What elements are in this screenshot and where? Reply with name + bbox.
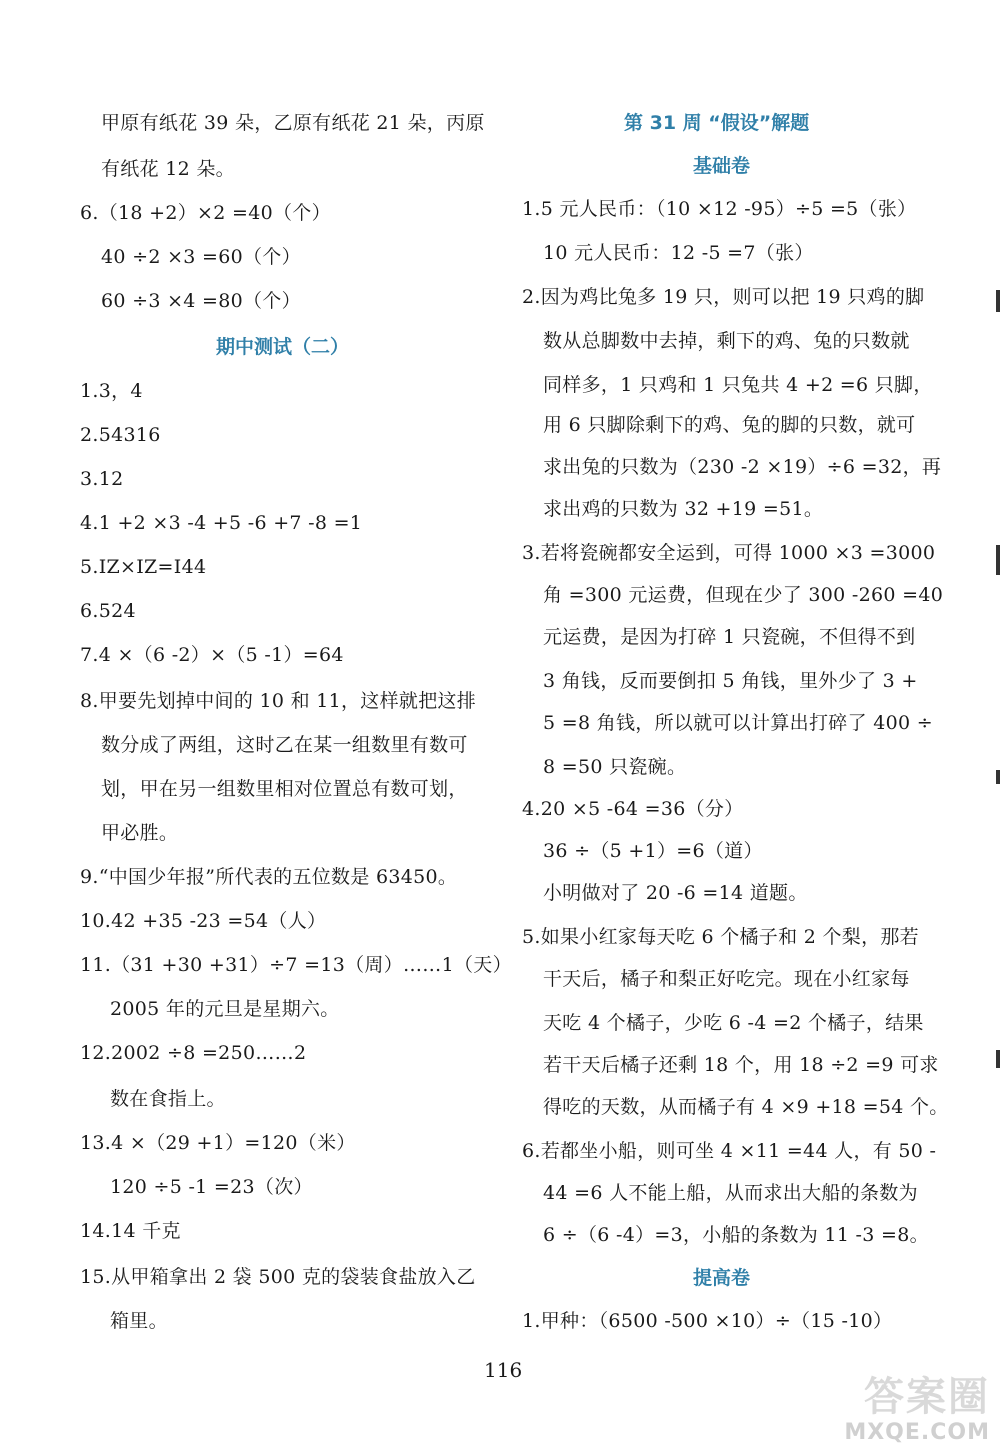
text-line: 用 6 只脚除剩下的鸡、兔的脚的只数，就可 [543,414,916,436]
advanced-section-title: 提高卷 [693,1267,751,1289]
text-line: 求出兔的只数为（230 -2 ×19）÷6 =32，再 [543,456,942,478]
answer-15: 15.从甲箱拿出 2 袋 500 克的袋装食盐放入乙 [80,1266,476,1288]
answer-12: 12.2002 ÷8 =250……2 [80,1042,307,1064]
basic-section-title: 基础卷 [693,155,751,177]
answer-14: 14.14 千克 [80,1220,181,1242]
text-line: 划，甲在另一组数里相对位置总有数可划， [101,778,468,800]
edge-mark [996,290,1000,312]
text-line: 44 =6 人不能上船，从而求出大船的条数为 [543,1182,918,1204]
text-line: 求出鸡的只数为 32 +19 =51。 [543,498,824,520]
answer-3: 3.12 [80,468,124,490]
answer-4: 4.1 +2 ×3 -4 +5 -6 +7 -8 =1 [80,512,363,534]
text-line: 3 角钱，反而要倒扣 5 角钱，里外少了 3 + [543,670,918,692]
watermark-url: MXQE.COM [844,1420,990,1445]
text-line: 干天后，橘子和梨正好吃完。现在小红家每 [543,968,910,990]
text-line: 数从总脚数中去掉，剩下的鸡、兔的只数就 [543,330,910,352]
text-line: 10 元人民币：12 -5 =7（张） [543,242,814,264]
answer-5-matchstick: 5.IZ×IZ=I44 [80,556,207,578]
text-line: 数分成了两组，这时乙在某一组数里有数可 [101,734,468,756]
answer-2: 2.因为鸡比兔多 19 只，则可以把 19 只鸡的脚 [522,286,925,308]
text-line: 120 ÷5 -1 =23（次） [110,1176,313,1198]
text-line: 有纸花 12 朵。 [101,158,235,180]
answer-9: 9.“中国少年报”所代表的五位数是 63450。 [80,866,458,888]
answer-1: 1.3，4 [80,380,143,402]
answer-11: 11.（31 +30 +31）÷7 =13（周）……1（天） [80,954,512,976]
watermark-logo-text: 答案圈 [864,1374,990,1420]
text-line: 40 ÷2 ×3 =60（个） [101,246,301,268]
answer-4: 4.20 ×5 -64 =36（分） [522,798,744,820]
text-line: 同样多，1 只鸡和 1 只兔共 4 +2 =6 只脚， [543,374,933,396]
edge-mark [996,1050,1000,1068]
answer-5: 5.如果小红家每天吃 6 个橘子和 2 个梨，那若 [522,926,919,948]
answer-1-advanced: 1.甲种：（6500 -500 ×10）÷（15 -10） [522,1310,893,1332]
text-line: 小明做对了 20 -6 =14 道题。 [543,882,808,904]
text-line: 若干天后橘子还剩 18 个，用 18 ÷2 =9 可求 [543,1054,939,1076]
page-number: 116 [484,1358,523,1382]
answer-10: 10.42 +35 -23 =54（人） [80,910,327,932]
text-line: 2005 年的元旦是星期六。 [110,998,340,1020]
answer-8: 8.甲要先划掉中间的 10 和 11，这样就把这排 [80,690,477,712]
section-title-midterm: 期中测试（二） [216,336,350,358]
text-line: 元运费，是因为打碎 1 只瓷碗，不但得不到 [543,626,916,648]
text-line: 36 ÷（5 +1）=6（道） [543,840,763,862]
text-line: 甲必胜。 [101,822,179,844]
text-line: 箱里。 [110,1310,168,1332]
text-line: 角 =300 元运费，但现在少了 300 -260 =40 [543,584,944,606]
answer-1: 1.5 元人民币：（10 ×12 -95）÷5 =5（张） [522,198,917,220]
answer-13: 13.4 ×（29 +1）=120（米） [80,1132,356,1154]
answer-6: 6.524 [80,600,136,622]
text-line: 60 ÷3 ×4 =80（个） [101,290,301,312]
edge-mark [996,770,1000,784]
text-line: 甲原有纸花 39 朵，乙原有纸花 21 朵，丙原 [101,112,485,134]
answer-6: 6.若都坐小船，则可坐 4 ×11 =44 人，有 50 - [522,1140,937,1162]
answer-7: 7.4 ×（6 -2）×（5 -1）=64 [80,644,344,666]
answer-3: 3.若将瓷碗都安全运到，可得 1000 ×3 =3000 [522,542,936,564]
text-line: 天吃 4 个橘子，少吃 6 -4 =2 个橘子，结果 [543,1012,924,1034]
answer-2: 2.54316 [80,424,161,446]
text-line: 6 ÷（6 -4）=3，小船的条数为 11 -3 =8。 [543,1224,929,1246]
text-line: 8 =50 只瓷碗。 [543,756,687,778]
text-line: 数在食指上。 [110,1088,226,1110]
week-title: 第 31 周 “假设”解题 [624,112,810,134]
watermark [840,1365,990,1445]
text-line: 5 =8 角钱，所以就可以计算出打碎了 400 ÷ [543,712,933,734]
text-line: 得吃的天数，从而橘子有 4 ×9 +18 =54 个。 [543,1096,949,1118]
edge-mark [996,545,1000,575]
answer-6: 6.（18 +2）×2 =40（个） [80,202,331,224]
